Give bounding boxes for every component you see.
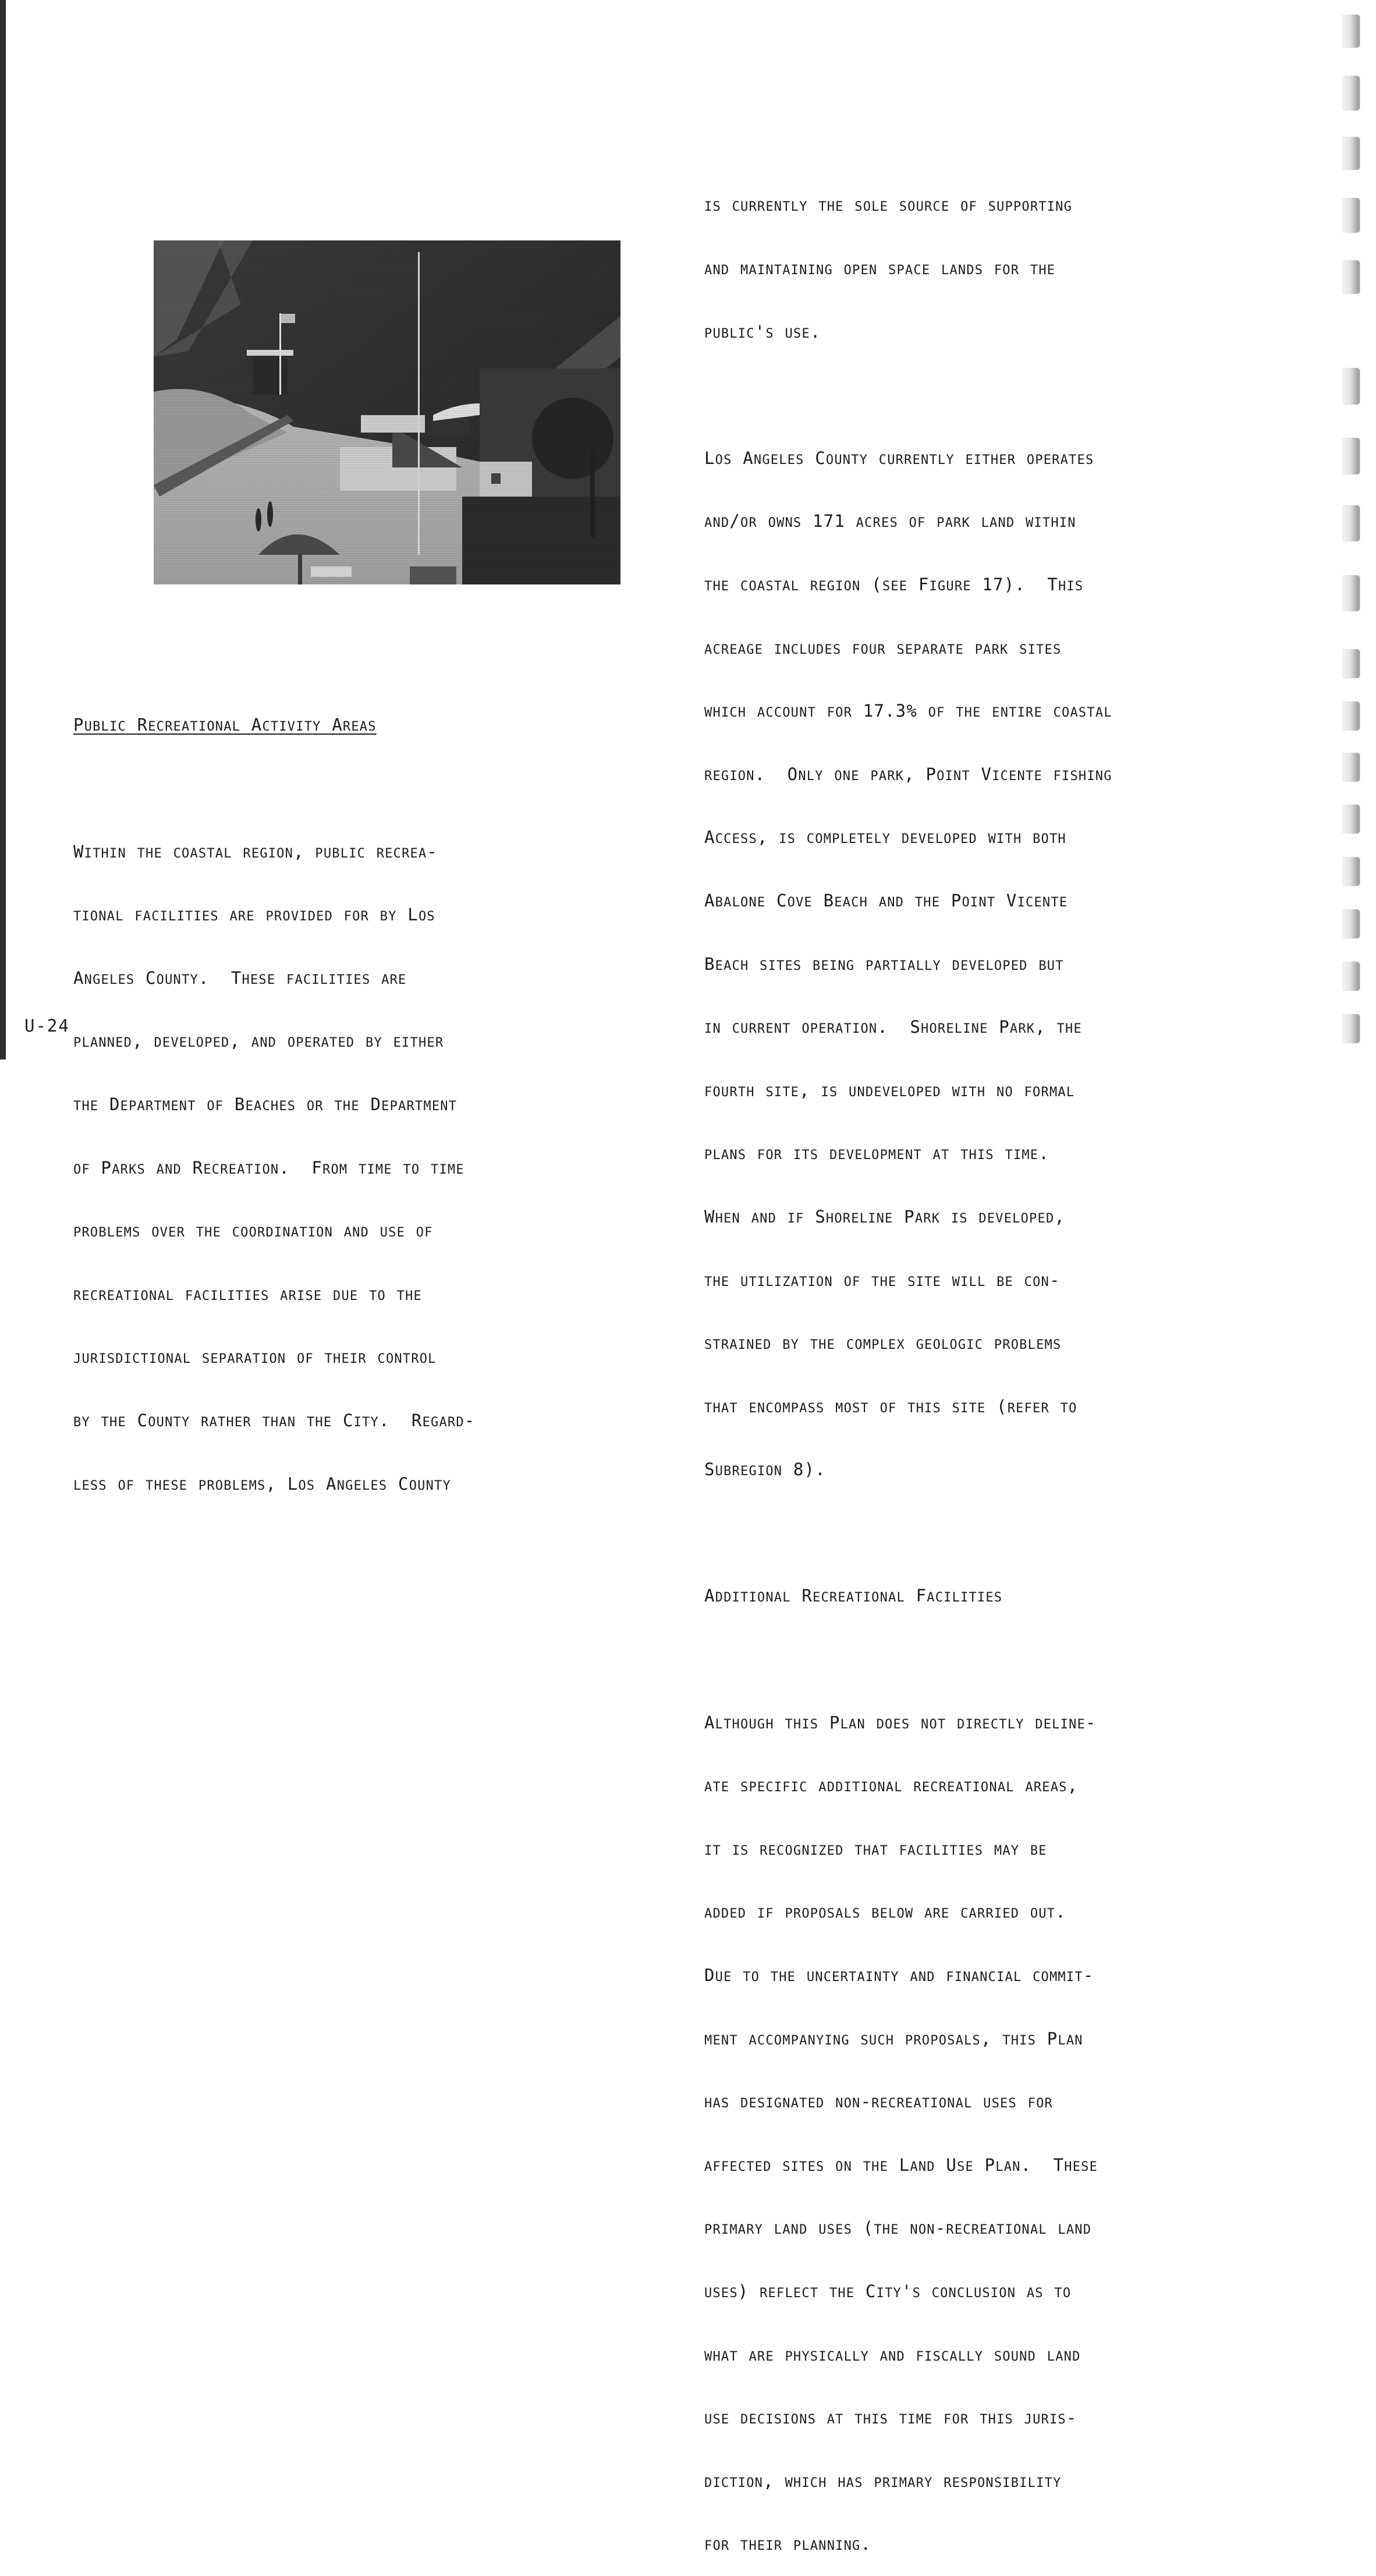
binding-hole: [1342, 575, 1360, 611]
page-number: U-24: [24, 1016, 70, 1036]
binding-hole: [1342, 137, 1360, 170]
right-column: [704, 153, 1286, 2576]
section-heading-public-recreational-activity-areas: PUBLIC RECREATIONAL ACTIVITY AREAS: [73, 715, 377, 735]
paragraph-line: ADDED IF PROPOSALS BELOW ARE CARRIED OUT.: [704, 1902, 1066, 1922]
paragraph-line: AND/OR OWNS 171 ACRES OF PARK LAND WITHIN: [704, 511, 1076, 532]
paragraph-line: FOR THEIR PLANNING.: [704, 2534, 872, 2554]
paragraph-line: TIONAL FACILITIES ARE PROVIDED FOR BY LOS: [73, 905, 435, 925]
paragraph-line: WHEN AND IF SHORELINE PARK IS DEVELOPED,: [704, 1206, 1066, 1227]
beach-park-photo: [154, 240, 620, 584]
binding-hole: [1342, 805, 1360, 834]
binding-hole: [1342, 701, 1360, 731]
paragraph-line: REGION. ONLY ONE PARK, POINT VICENTE FISHING: [704, 764, 1112, 784]
paragraph-line: SUBREGION 8).: [704, 1459, 826, 1480]
binding-hole: [1342, 1014, 1360, 1043]
paragraph-line: FOURTH SITE, IS UNDEVELOPED WITH NO FORMAL: [704, 1080, 1075, 1100]
paragraph-line: PLANS FOR ITS DEVELOPMENT AT THIS TIME.: [704, 1143, 1049, 1164]
binding-hole: [1342, 260, 1360, 294]
paragraph-line: ACCESS, IS COMPLETELY DEVELOPED WITH BOTH: [704, 827, 1066, 848]
photo-image: [154, 240, 620, 584]
paragraph-line: THE COASTAL REGION (SEE FIGURE 17). THIS: [704, 574, 1084, 594]
binding-hole: [1342, 368, 1360, 405]
binding-hole: [1342, 962, 1360, 991]
left-column: [73, 672, 644, 1515]
paragraph-line: IS CURRENTLY THE SOLE SOURCE OF SUPPORTING: [704, 200, 1073, 215]
paragraph-line: RECREATIONAL FACILITIES ARISE DUE TO THE: [73, 1288, 422, 1303]
paragraph-line: AND MAINTAINING OPEN SPACE LANDS FOR THE: [704, 263, 1056, 278]
binding-hole: [1342, 909, 1360, 938]
paragraph-line: LESS OF THESE PROBLEMS, LOS ANGELES COUNTY: [73, 1473, 451, 1494]
binding-hole: [1342, 438, 1360, 474]
binding-hole: [1342, 15, 1360, 48]
binding-hole: [1342, 857, 1360, 886]
binding-hole: [1342, 753, 1360, 782]
binding-hole: [1342, 649, 1360, 678]
paragraph-line: ACREAGE INCLUDES FOUR SEPARATE PARK SITES: [704, 642, 1062, 657]
paragraph-line: USES) REFLECT THE CITY'S CONCLUSION AS TO: [704, 2281, 1072, 2301]
binding-hole: [1342, 198, 1360, 233]
paragraph-line: AFFECTED SITES ON THE LAND USE PLAN. THESE: [704, 2155, 1098, 2175]
paragraph-line: PROBLEMS OVER THE COORDINATION AND USE OF: [73, 1225, 433, 1241]
scan-left-edge: [0, 0, 6, 1060]
paragraph-line: JURISDICTIONAL SEPARATION OF THEIR CONTROL: [73, 1352, 437, 1367]
paragraph-line: WHAT ARE PHYSICALLY AND FISCALLY SOUND LAND: [704, 2349, 1081, 2364]
paragraph-line: MENT ACCOMPANYING SUCH PROPOSALS, THIS PLAN: [704, 2028, 1083, 2049]
paragraph-line: WITHIN THE COASTAL REGION, PUBLIC RECREA-: [73, 841, 438, 862]
paragraph-line: BY THE COUNTY RATHER THAN THE CITY. REGARD-: [73, 1410, 476, 1430]
paragraph-line: ATE SPECIFIC ADDITIONAL RECREATIONAL AREAS,: [704, 1776, 1079, 1796]
paragraph-line: THE DEPARTMENT OF BEACHES OR THE DEPARTMENT: [73, 1094, 458, 1114]
paragraph-line: DICTION, WHICH HAS PRIMARY RESPONSIBILITY: [704, 2471, 1062, 2491]
paragraph-line: ABALONE COVE BEACH AND THE POINT VICENTE: [704, 890, 1068, 910]
paragraph-line: DUE TO THE UNCERTAINTY AND FINANCIAL COMMIT-: [704, 1965, 1094, 1986]
paragraph-line: PRIMARY LAND USES (THE NON-RECREATIONAL LAND: [704, 2218, 1092, 2238]
paragraph-line: IT IS RECOGNIZED THAT FACILITIES MAY BE: [704, 1843, 1047, 1858]
paragraph-line: THAT ENCOMPASS MOST OF THIS SITE (REFER TO: [704, 1396, 1077, 1416]
paragraph-line: ALTHOUGH THIS PLAN DOES NOT DIRECTLY DELINE-: [704, 1712, 1097, 1732]
paragraph-line: WHICH ACCOUNT FOR 17.3% OF THE ENTIRE COASTAL: [704, 701, 1112, 721]
paragraph-line: PUBLIC'S USE.: [704, 321, 821, 342]
paragraph-line: PLANNED, DEVELOPED, AND OPERATED BY EITHER: [73, 1031, 444, 1051]
paragraph-line: STRAINED BY THE COMPLEX GEOLOGIC PROBLEMS: [704, 1338, 1062, 1353]
binding-hole: [1342, 505, 1360, 541]
binding-hole: [1342, 76, 1360, 111]
paragraph-line: BEACH SITES BEING PARTIALLY DEVELOPED BUT: [704, 954, 1064, 974]
paragraph-line: ANGELES COUNTY. THESE FACILITIES ARE: [73, 968, 407, 988]
paragraph-line: OF PARKS AND RECREATION. FROM TIME TO TIME: [73, 1157, 464, 1178]
paragraph-line: USE DECISIONS AT THIS TIME FOR THIS JURIS-: [704, 2408, 1077, 2428]
paragraph-line: THE UTILIZATION OF THE SITE WILL BE CON-: [704, 1270, 1061, 1290]
section-heading-additional-recreational-facilities: ADDITIONAL RECREATIONAL FACILITIES: [704, 1586, 1003, 1606]
paragraph-line: IN CURRENT OPERATION. SHORELINE PARK, THE: [704, 1017, 1082, 1037]
paragraph-line: HAS DESIGNATED NON-RECREATIONAL USES FOR: [704, 2092, 1053, 2112]
paragraph-line: LOS ANGELES COUNTY CURRENTLY EITHER OPERATES: [704, 448, 1094, 468]
